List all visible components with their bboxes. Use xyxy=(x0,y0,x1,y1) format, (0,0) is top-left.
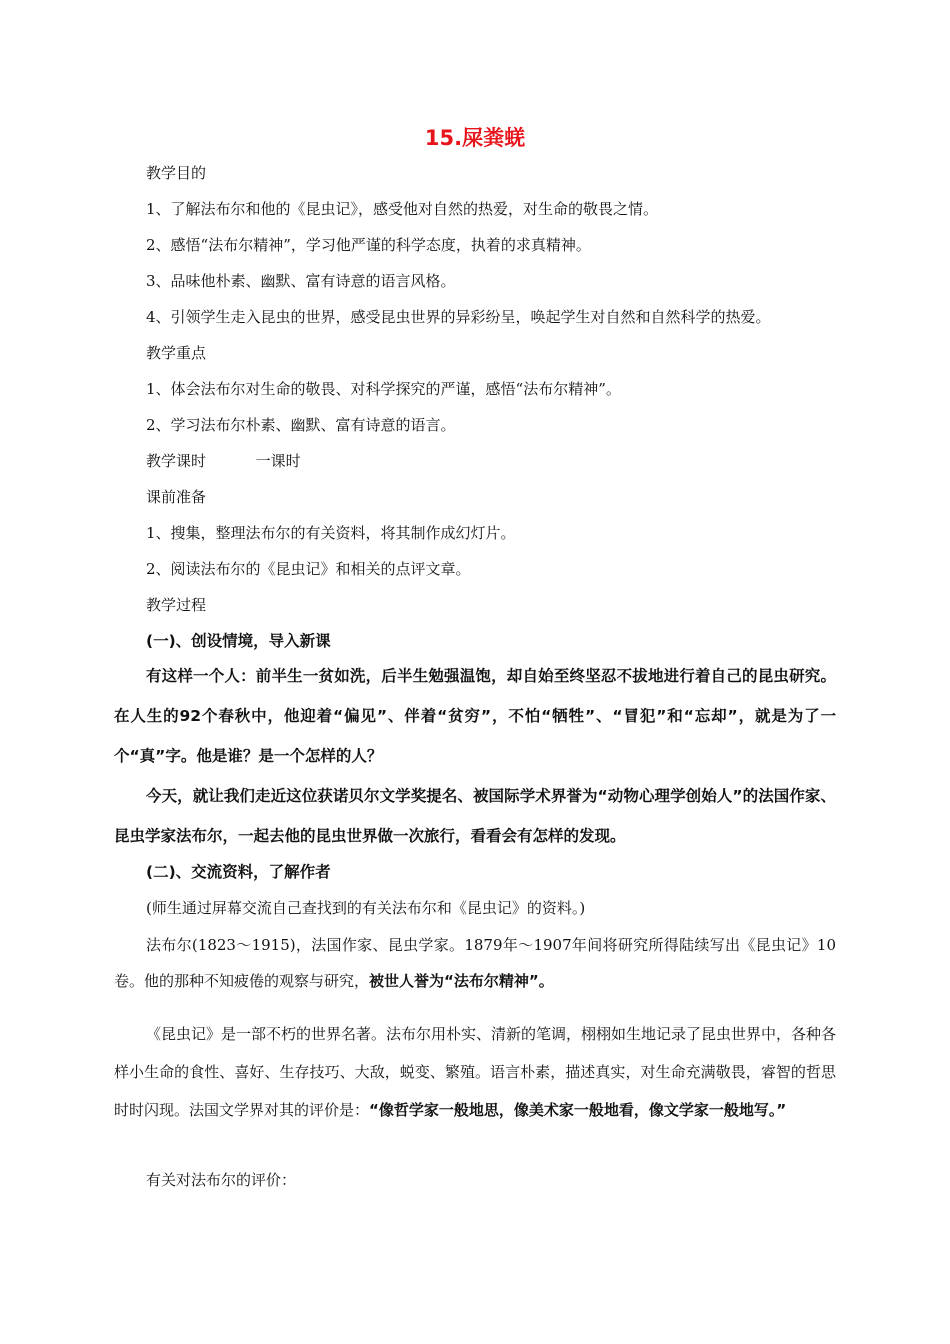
author-bio-emphasis: 被世人誉为“法布尔精神”。 xyxy=(369,972,554,990)
objective-item: 1、了解法布尔和他的《昆虫记》，感受他对自然的热爱，对生命的敬畏之情。 xyxy=(146,200,659,218)
book-text: 《昆虫记》是一部不朽的世界名著。法布尔用朴实、清新的笔调，栩栩如生地记录了昆虫世界中，各种各样小生命的食性、喜好、生存技巧、大敌，蜕变、繁殖。语言朴素，描述真实，对生命充满敬畏，睿智的哲思时时闪现。法国文学界对其的评价是： xyxy=(114,1025,837,1119)
section2-note: (师生通过屏幕交流自己查找到的有关法布尔和《昆虫记》的资料。) xyxy=(146,899,586,917)
section1-paragraph-2: 今天，就让我们走近这位获诺贝尔文学奖提名、被国际学术界誉为“动物心理学创始人”的法国作家、昆虫学家法布尔，一起去他的昆虫世界做一次旅行，看看会有怎样的发现。 xyxy=(114,787,836,845)
key-point-item: 1、体会法布尔对生命的敬畏、对科学探究的严谨，感悟“法布尔精神”。 xyxy=(146,380,621,398)
section2-heading: (二)、交流资料，了解作者 xyxy=(146,863,331,881)
book-paragraph xyxy=(114,1015,836,1129)
page-title: 15.屎粪蜣 xyxy=(424,126,526,150)
author-bio-text: 法布尔(1823～1915)，法国作家、昆虫学家。1879年～1907年间将研究所得陆续写出《昆虫记》10卷。他的那种不知疲倦的观察与研究， xyxy=(114,936,836,990)
class-hours-value: 一课时 xyxy=(255,452,301,470)
key-points-heading: 教学重点 xyxy=(146,344,207,362)
objective-item: 3、品味他朴素、幽默、富有诗意的语言风格。 xyxy=(146,272,456,290)
book-quote-emphasis: “像哲学家一般地思，像美术家一般地看，像文学家一般地写。” xyxy=(369,1101,787,1119)
section1-heading: (一)、创设情境，导入新课 xyxy=(146,632,331,650)
key-point-item: 2、学习法布尔朴素、幽默、富有诗意的语言。 xyxy=(146,416,456,434)
process-heading: 教学过程 xyxy=(146,596,207,614)
objective-item: 4、引领学生走入昆虫的世界，感受昆虫世界的异彩纷呈，唤起学生对自然和自然科学的热爱。 xyxy=(146,308,771,326)
objective-item: 2、感悟“法布尔精神”，学习他严谨的科学态度，执着的求真精神。 xyxy=(146,236,591,254)
class-hours-label: 教学课时 xyxy=(146,452,207,470)
objectives-heading: 教学目的 xyxy=(146,164,207,182)
preparation-heading: 课前准备 xyxy=(146,488,207,506)
section1-paragraph-1: 有这样一个人：前半生一贫如洗，后半生勉强温饱，却自始至终坚忍不拔地进行着自己的昆虫研究。在人生的92个春秋中，他迎着“偏见”、伴着“贫穷”，不怕“牺牲”、“冒犯”和“忘却”，就是为了一个“真”字。他是谁？是一个怎样的人？ xyxy=(114,667,836,765)
author-bio-paragraph xyxy=(114,927,836,999)
preparation-item: 2、阅读法布尔的《昆虫记》和相关的点评文章。 xyxy=(146,560,471,578)
preparation-item: 1、搜集，整理法布尔的有关资料，将其制作成幻灯片。 xyxy=(146,524,516,542)
evaluation-heading: 有关对法布尔的评价： xyxy=(146,1171,297,1189)
class-hours-row xyxy=(146,451,301,471)
